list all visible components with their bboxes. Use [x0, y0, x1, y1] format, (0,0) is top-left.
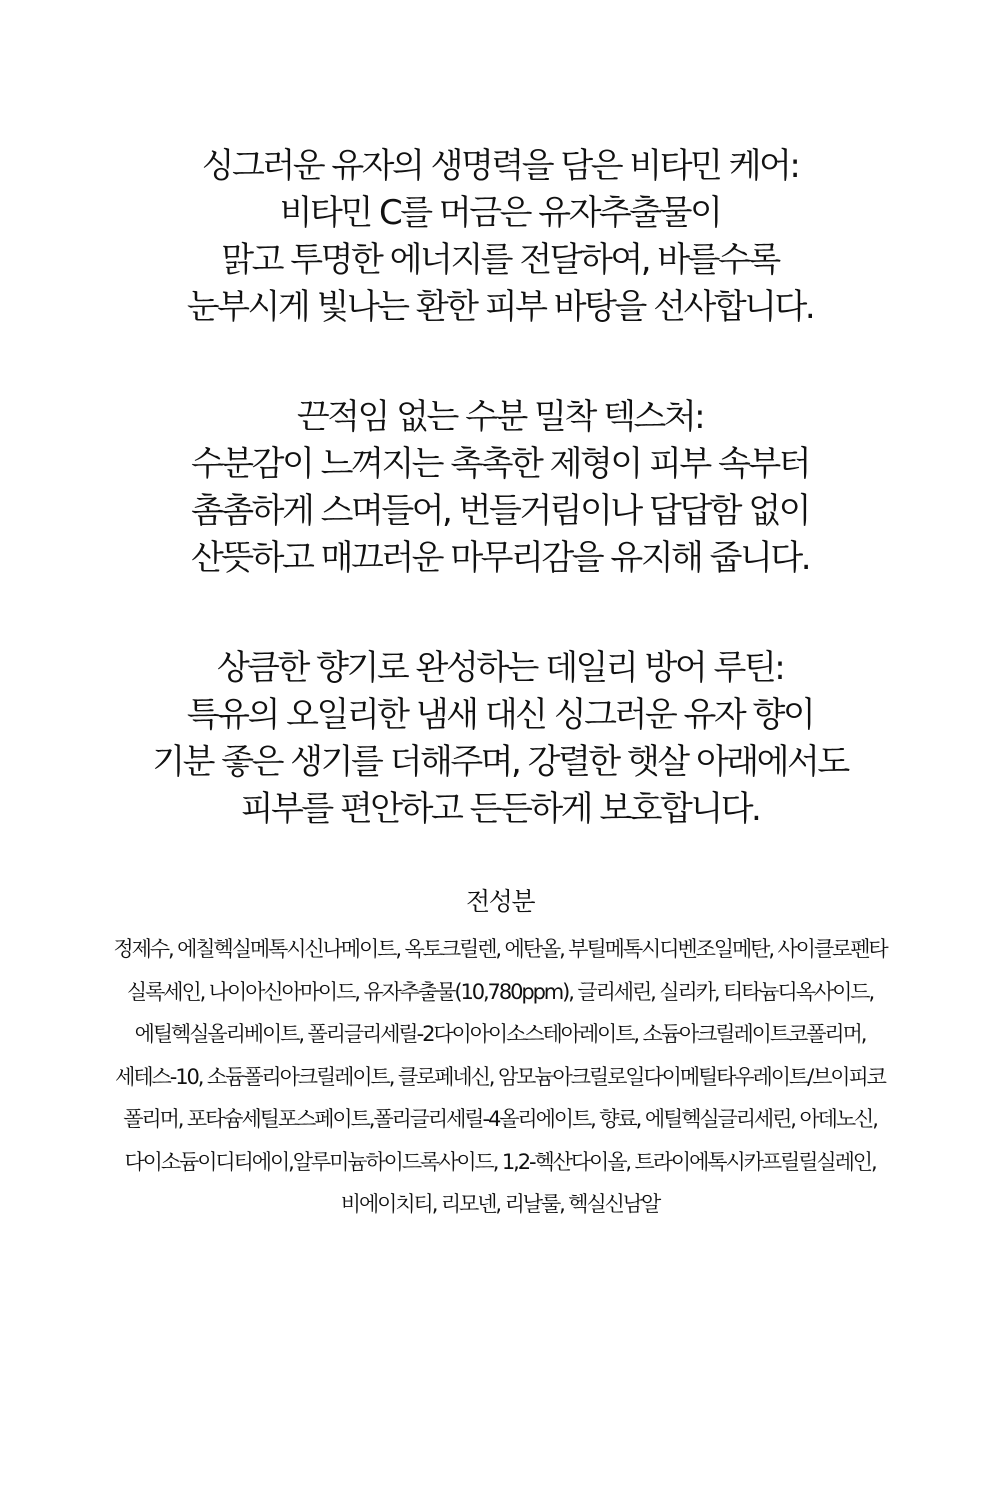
feature-text-line: 눈부시게 빛나는 환한 피부 바탕을 선사합니다. [186, 287, 814, 327]
feature-text-line: 기분 좋은 생기를 더해주며, 강렬한 햇살 아래에서도 [152, 742, 848, 782]
feature-text-line: 맑고 투명한 에너지를 전달하여, 바를수록 [221, 240, 779, 280]
feature-heading: 싱그러운 유자의 생명력을 담은 비타민 케어: [201, 146, 799, 186]
feature-text-line: 비타민 C를 머금은 유자추출물이 [279, 193, 721, 233]
ingredients-line: 폴리머, 포타슘세틸포스페이트,폴리글리세릴-4올리에이트, 향료, 에틸헥실글리세린, 아데노신, [123, 1107, 877, 1131]
feature-text-line: 산뜻하고 매끄러운 마무리감을 유지해 줍니다. [190, 538, 810, 578]
feature-text-line: 수분감이 느껴지는 촉촉한 제형이 피부 속부터 [190, 444, 810, 484]
feature-block-fragrance [0, 645, 1000, 833]
feature-heading: 끈적임 없는 수분 밀착 텍스처: [296, 397, 704, 437]
feature-block-vitamin-care [0, 143, 1000, 331]
feature-text-line: 촘촘하게 스며들어, 번들거림이나 답답함 없이 [190, 491, 810, 531]
ingredients-section [0, 880, 1000, 1226]
feature-heading: 상큼한 향기로 완성하는 데일리 방어 루틴: [216, 648, 784, 688]
ingredients-line: 정제수, 에칠헥실메톡시신나메이트, 옥토크릴렌, 에탄올, 부틸메톡시디벤조일메탄, 사이클로펜타 [113, 937, 887, 961]
ingredients-line: 비에이치티, 리모넨, 리날룰, 헥실신남알 [340, 1192, 660, 1216]
ingredients-line: 세테스-10, 소듐폴리아크릴레이트, 클로페네신, 암모늄아크릴로일다이메틸타우레이트/브이피코 [115, 1064, 885, 1089]
ingredients-title: 전성분 [466, 887, 534, 916]
feature-text-line: 피부를 편안하고 든든하게 보호합니다. [240, 789, 760, 829]
feature-block-texture [0, 394, 1000, 582]
feature-descriptions [0, 143, 1000, 896]
ingredients-line: 에틸헥실올리베이트, 폴리글리세릴-2다이아이소스테아레이트, 소듐아크릴레이트코폴리머, [134, 1022, 866, 1046]
ingredients-line: 다이소듐이디티에이,알루미늄하이드록사이드, 1,2-헥산다이올, 트라이에톡시카프릴릴실레인, [124, 1149, 876, 1174]
ingredients-line: 실록세인, 나이아신아마이드, 유자추출물(10,780ppm), 글리세린, 실리카, 티타늄디옥사이드, [126, 979, 874, 1004]
feature-text-line: 특유의 오일리한 냄새 대신 싱그러운 유자 향이 [186, 695, 814, 735]
